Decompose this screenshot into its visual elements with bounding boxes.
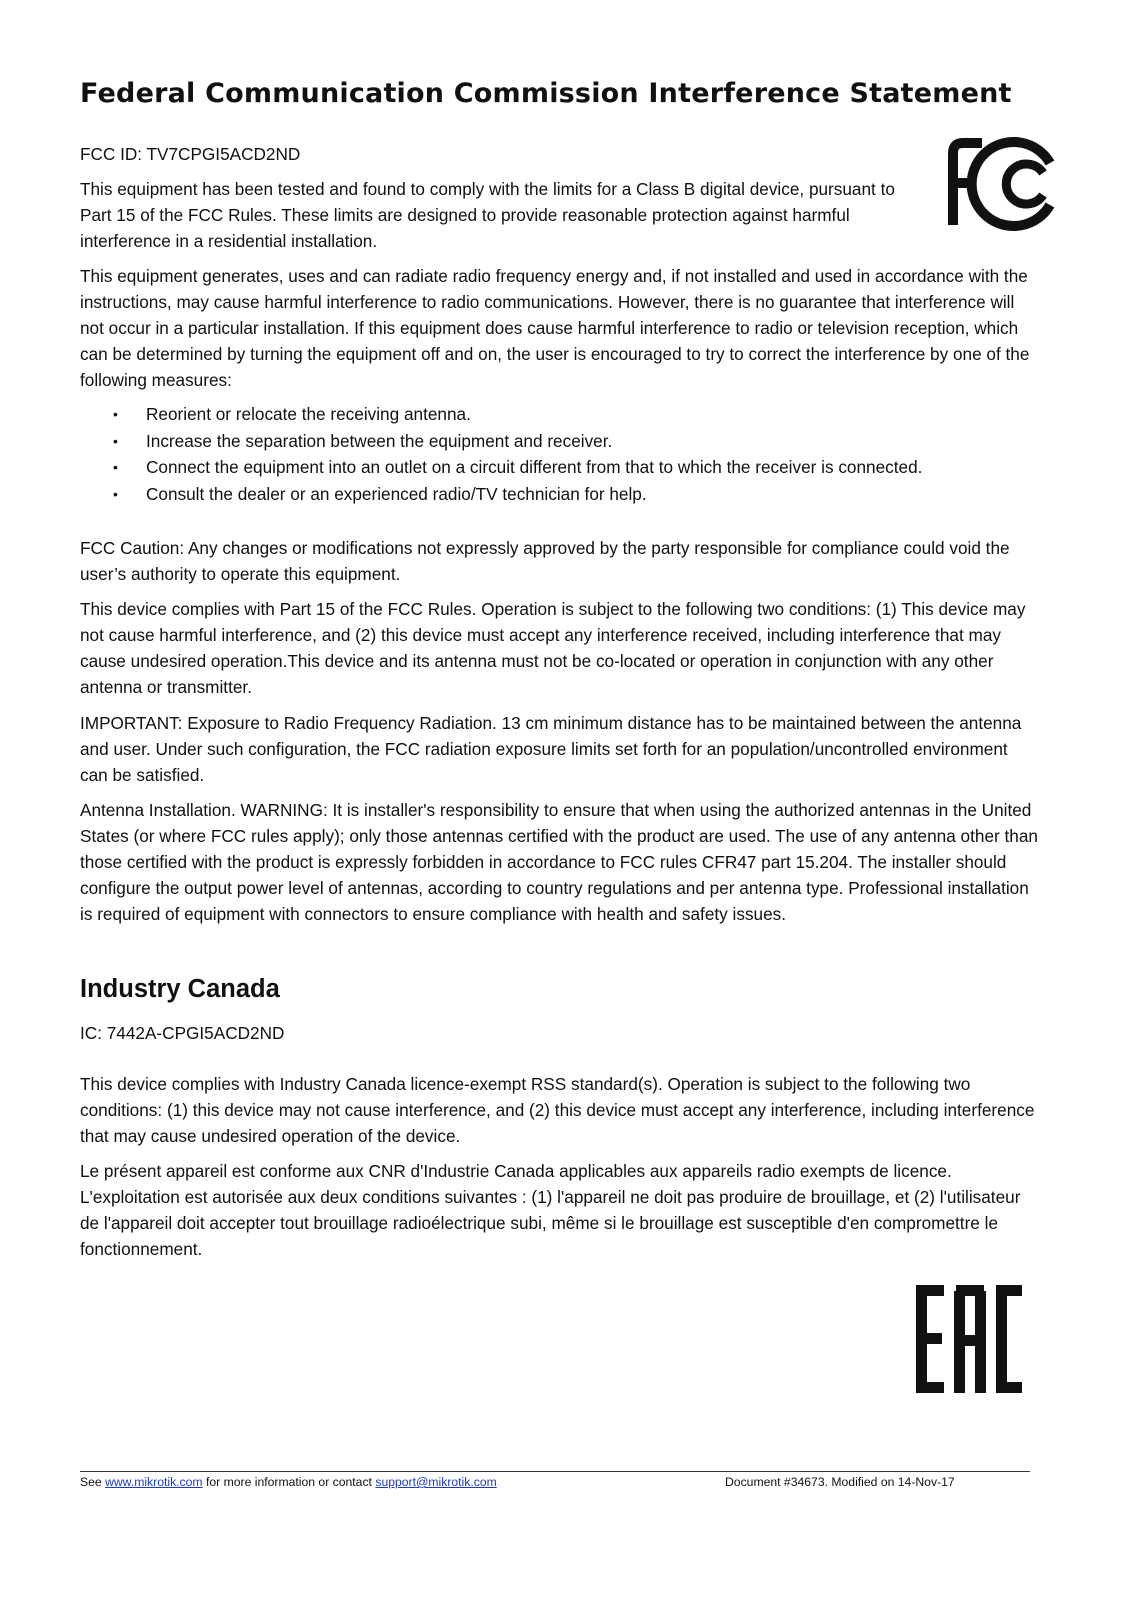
fcc-caution: FCC Caution: Any changes or modifications not expressly approved by the party responsible for compliance could void the user’s authority to operate this equipment. [80, 538, 1010, 584]
ic-id: IC: 7442A-CPGI5ACD2ND [80, 1023, 285, 1043]
ic-paragraph-english: This device complies with Industry Canada licence-exempt RSS standard(s). Operation is subject to the following two conditions: (1) this device may not cause interference, and (2) this device must accept any interference, including interference that may cause undesired operation of the device. [80, 1074, 1035, 1146]
list-item [80, 481, 1040, 508]
ic-paragraph-french: Le présent appareil est conforme aux CNR d'Industrie Canada applicables aux appareils radio exempts de licence. L'exploitation est autorisée aux deux conditions suivantes : (1) l'appareil ne doit pas produire de brouillage, et (2) l'utilisateur de l'appareil doit accepter tout brouillage radioélectrique subi, même si le brouillage est susceptible d'en compromettre le fonctionnement. [80, 1161, 1021, 1259]
important-paragraph: IMPORTANT: Exposure to Radio Frequency Radiation. 13 cm minimum distance has to be maintained between the antenna and user. Under such configuration, the FCC radiation exposure limits set forth for an population/uncontrolled environment can be satisfied. [80, 713, 1022, 785]
footer-see-text: See [80, 1475, 102, 1489]
list-item-text: Increase the separation between the equipment and receiver. [146, 430, 613, 451]
eac-mark [912, 1283, 1024, 1395]
mikrotik-website-link[interactable]: www.mikrotik.com [105, 1475, 203, 1489]
bullet-icon: • [113, 459, 118, 475]
fcc-paragraph-radiate: This equipment generates, uses and can radiate radio frequency energy and, if not installed and used in accordance with the instructions, may cause harmful interference to radio communications. However, there is no guarantee that interference will not occur in a particular installation. If this equipment does cause harmful interference to radio or television reception, which can be determined by turning the equipment off and on, the user is encouraged to try to correct the interference by one of the following measures: [80, 266, 1030, 390]
industry-canada-heading: Industry Canada [80, 975, 280, 1003]
document-info: Document #34673. Modified on 14-Nov-17 [725, 1475, 955, 1489]
list-item-text: Consult the dealer or an experienced radio/TV technician for help. [146, 483, 647, 504]
list-item [80, 401, 1040, 428]
footer-divider [80, 1471, 1030, 1472]
list-item-text: Reorient or relocate the receiving antenna. [146, 404, 471, 424]
list-item [80, 454, 1040, 481]
antenna-installation-paragraph: Antenna Installation. WARNING: It is installer's responsibility to ensure that when using the authorized antennas in the United States (or where FCC rules apply); only those antennas certified with the product are used. The use of any antenna other than those certified with the product is expressly forbidden in accordance to FCC rules CFR47 part 15.204. The installer should configure the output power level of antennas, according to country regulations and per antenna type. Professional installation is required of equipment with connectors to ensure compliance with health and safety issues. [80, 800, 1038, 924]
page-title: Federal Communication Commission Interference Statement [80, 78, 1012, 109]
bullet-icon: • [113, 485, 118, 502]
measures-list [80, 401, 1040, 507]
list-item [80, 428, 1040, 455]
footer-contact [80, 1474, 497, 1490]
part-15-paragraph: This device complies with Part 15 of the FCC Rules. Operation is subject to the following two conditions: (1) This device may not cause harmful interference, and (2) this device must accept any interference received, including interference that may cause undesired operation.This device and its antenna must not be co-located or operation in conjunction with any other antenna or transmitter. [80, 599, 1026, 697]
fcc-logo [940, 135, 1056, 233]
list-item-text: Connect the equipment into an outlet on a circuit different from that to which the receiver is connected. [146, 457, 923, 477]
bullet-icon: • [113, 432, 118, 449]
bullet-icon: • [113, 406, 118, 422]
footer-middle-text: for more information or contact [205, 1475, 372, 1489]
support-email-link[interactable]: support@mikrotik.com [375, 1475, 497, 1489]
fcc-id: FCC ID: TV7CPGI5ACD2ND [80, 144, 301, 164]
fcc-paragraph-class-b: This equipment has been tested and found to comply with the limits for a Class B digital device, pursuant to Part 15 of the FCC Rules. These limits are designed to provide reasonable protection against harmful interference in a residential installation. [80, 179, 895, 251]
